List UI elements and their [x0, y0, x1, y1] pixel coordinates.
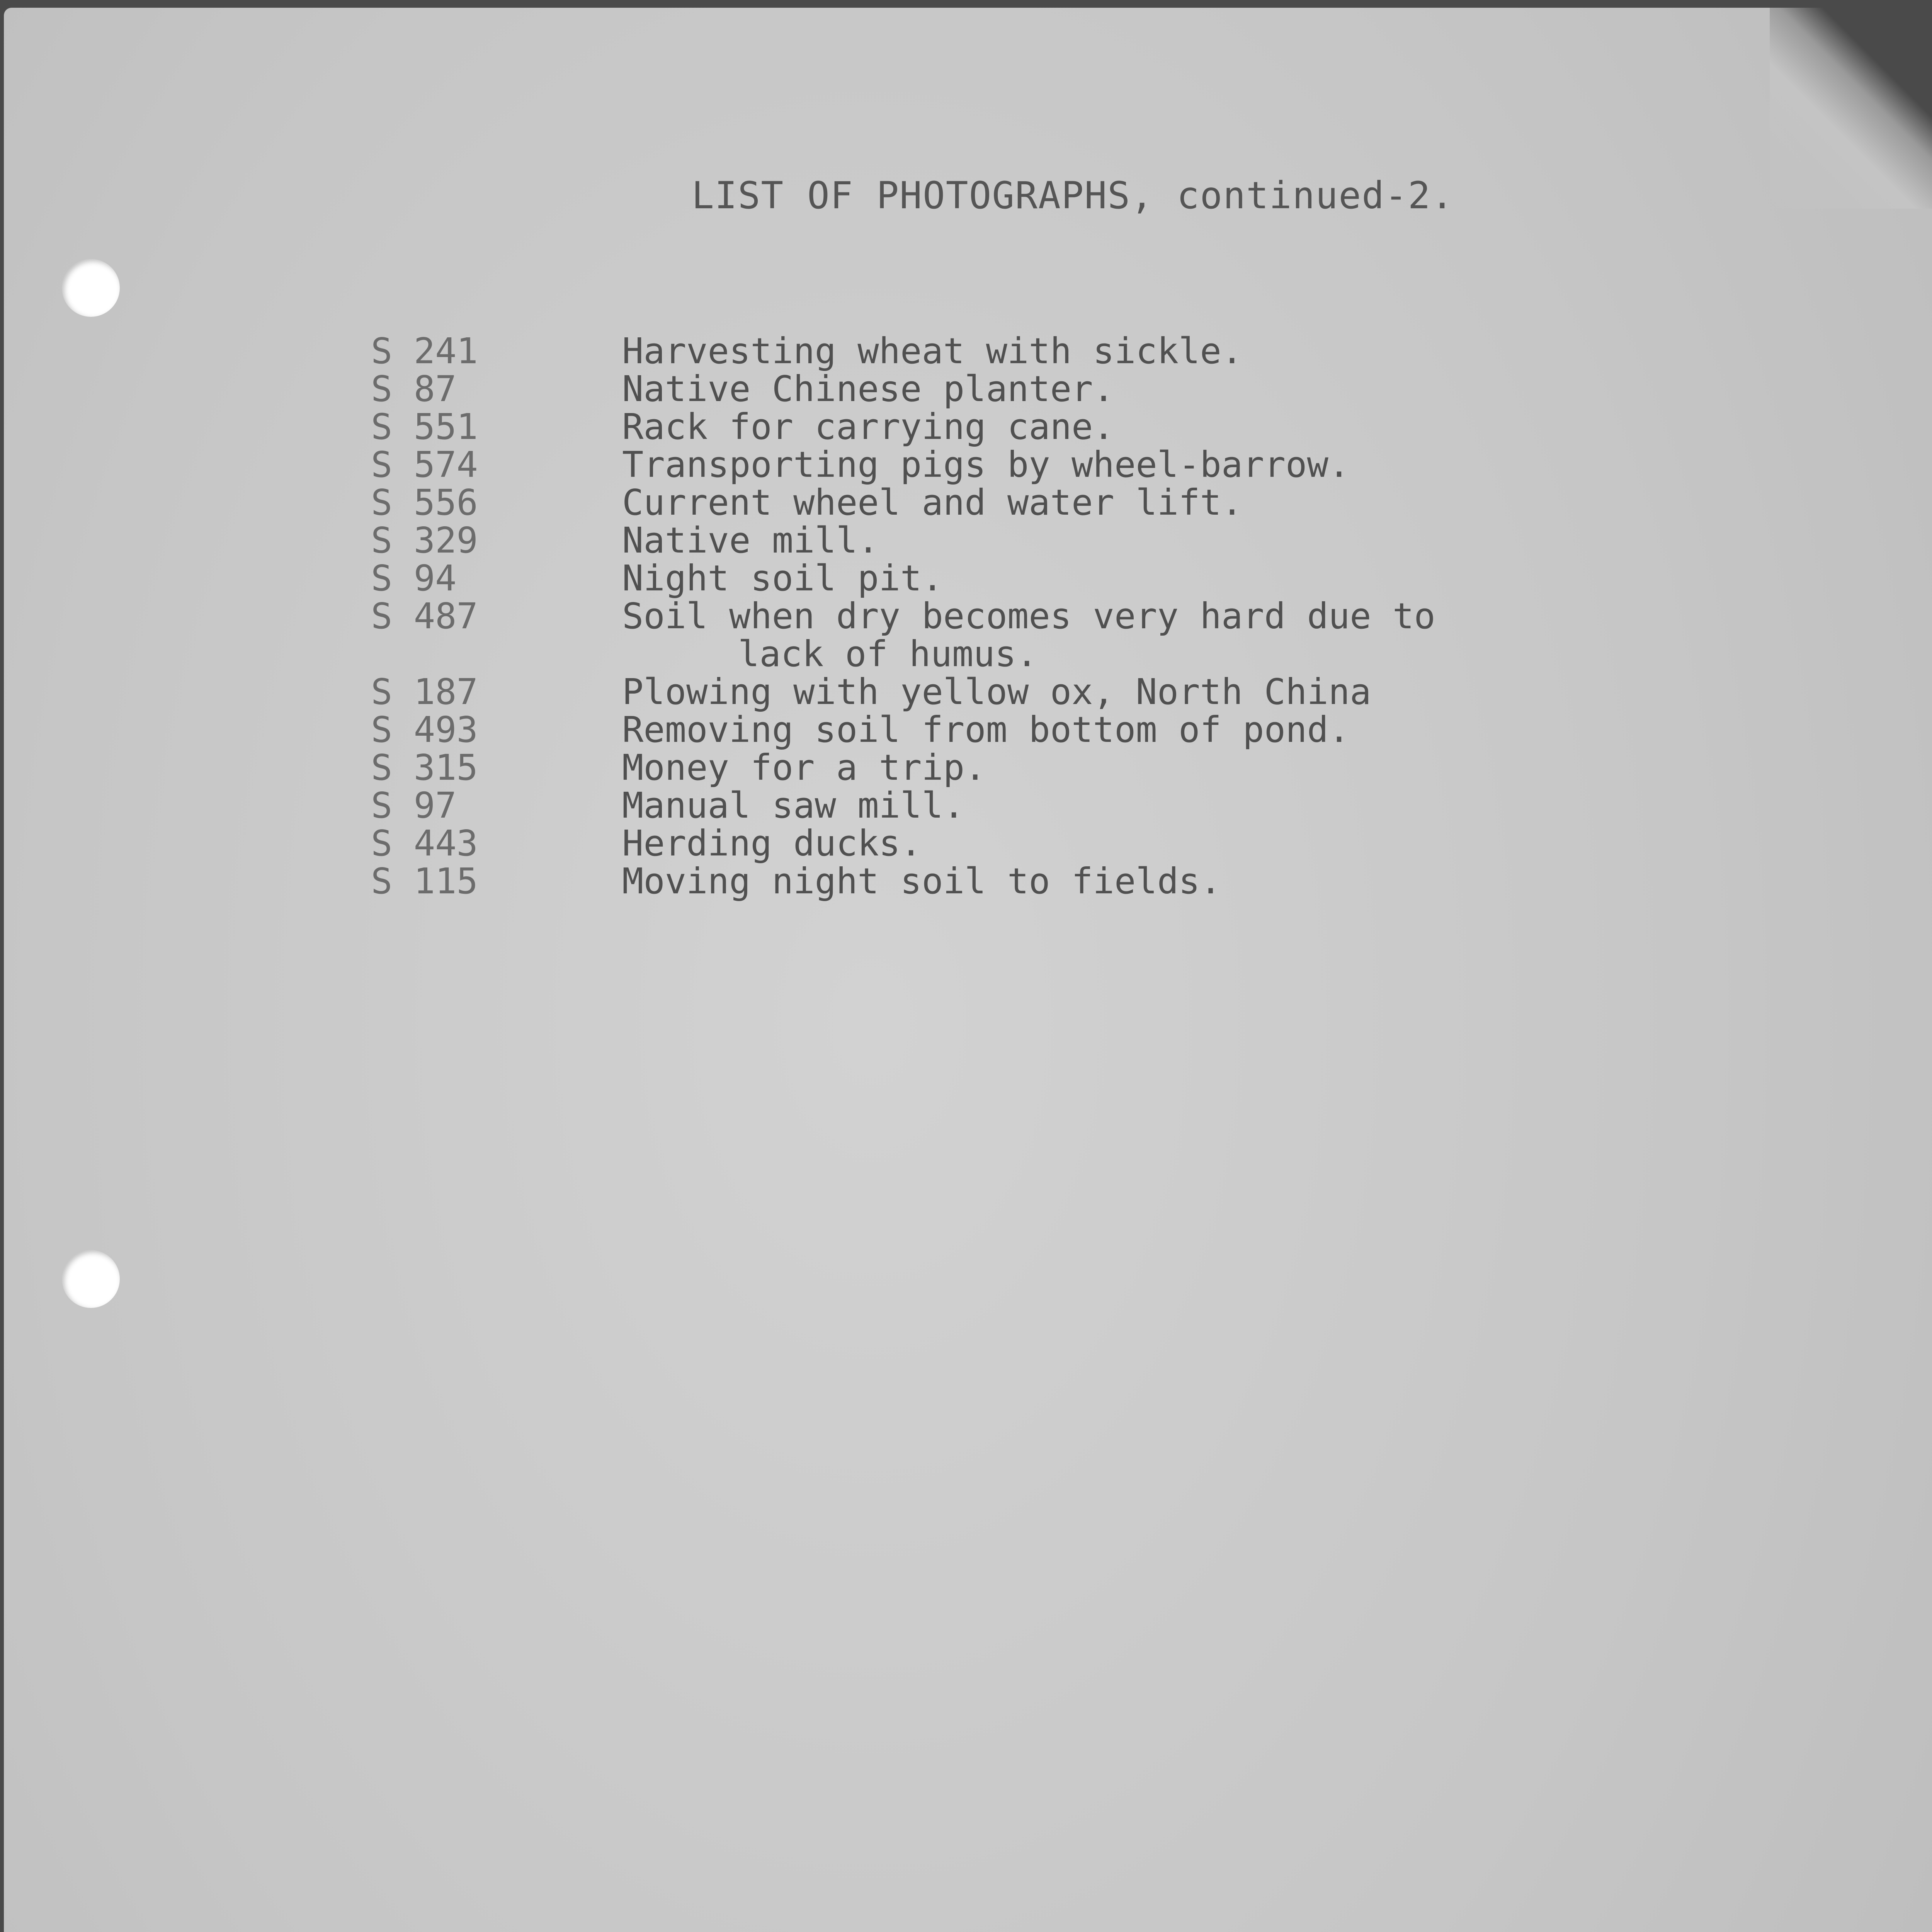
photo-code: S 443 [371, 823, 478, 864]
list-item [371, 560, 1723, 597]
photo-description: Native Chinese planter. [622, 368, 1114, 410]
photo-description: Herding ducks. [622, 823, 922, 864]
photo-code: S 487 [371, 595, 478, 637]
punch-hole-middle [62, 1250, 120, 1308]
photo-description: Money for a trip. [622, 747, 986, 788]
list-item [371, 597, 1723, 673]
photo-code: S 87 [371, 368, 457, 410]
list-item [371, 825, 1723, 862]
photo-code: S 187 [371, 671, 478, 713]
photo-description: Transporting pigs by wheel-barrow. [622, 444, 1350, 485]
photo-code: S 574 [371, 444, 478, 485]
photo-description: Night soil pit. [622, 558, 943, 599]
list-item [371, 408, 1723, 446]
list-item [371, 749, 1723, 787]
photo-description: Manual saw mill. [622, 785, 965, 826]
photo-description: Harvesting wheat with sickle. [622, 330, 1243, 372]
list-item [371, 332, 1723, 370]
photo-code: S 241 [371, 330, 478, 372]
list-item [371, 484, 1723, 522]
photo-code: S 493 [371, 709, 478, 750]
page-title: LIST OF PHOTOGRAPHS, continued-2. [692, 174, 1454, 217]
photo-code: S 94 [371, 558, 457, 599]
punch-hole-top [62, 259, 120, 317]
list-item [371, 673, 1723, 711]
list-item [371, 522, 1723, 560]
photo-description: Removing soil from bottom of pond. [622, 709, 1350, 750]
photo-description: Native mill. [622, 520, 879, 561]
photo-description: Plowing with yellow ox, North China [622, 671, 1371, 713]
list-item [371, 370, 1723, 408]
photo-description-continued: lack of humus. [738, 633, 1038, 675]
list-item [371, 862, 1723, 900]
photo-description: Current wheel and water lift. [622, 482, 1243, 523]
photo-code: S 556 [371, 482, 478, 523]
photo-code: S 329 [371, 520, 478, 561]
folded-corner [1770, 8, 1932, 209]
photo-description: Rack for carrying cane. [622, 406, 1114, 447]
list-item [371, 787, 1723, 825]
list-item [371, 711, 1723, 749]
photograph-list [371, 332, 1723, 900]
photo-code: S 551 [371, 406, 478, 447]
list-item [371, 446, 1723, 484]
photo-description: Moving night soil to fields. [622, 861, 1221, 902]
photo-code: S 97 [371, 785, 457, 826]
photo-description-line: Soil when dry becomes very hard due to [622, 595, 1435, 637]
photo-code: S 115 [371, 861, 478, 902]
photo-code: S 315 [371, 747, 478, 788]
document-page [4, 8, 1932, 1932]
photo-description [622, 597, 1723, 673]
